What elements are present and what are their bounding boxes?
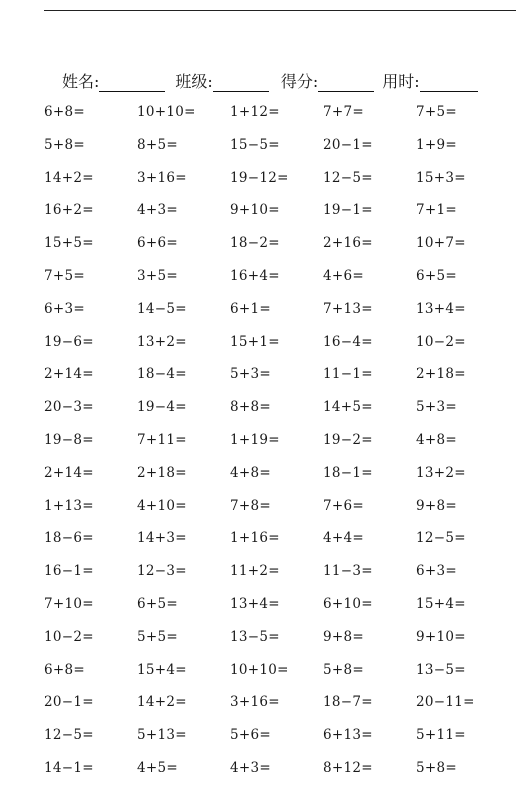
math-problem: 8+12= — [323, 759, 373, 776]
math-problem: 14−5= — [137, 300, 187, 317]
math-problem: 20−11= — [416, 694, 475, 711]
math-problem: 9+8= — [323, 628, 365, 645]
math-problem: 11−3= — [323, 563, 373, 580]
math-problem: 7+1= — [416, 202, 458, 219]
math-problem: 18−6= — [44, 530, 94, 547]
math-problem: 5+5= — [137, 628, 179, 645]
math-problem: 5+3= — [230, 366, 272, 383]
math-problem: 1+16= — [230, 530, 280, 547]
math-problem: 1+13= — [44, 497, 94, 514]
math-problem: 8+5= — [137, 136, 179, 153]
math-problem: 13+4= — [416, 300, 466, 317]
math-problem: 3+5= — [137, 267, 179, 284]
worksheet-header — [62, 66, 502, 92]
problem-grid — [44, 104, 514, 793]
math-problem: 13−5= — [416, 661, 466, 678]
math-problem: 18−1= — [323, 464, 373, 481]
math-problem: 6+6= — [137, 235, 179, 252]
time-blank[interactable] — [420, 73, 478, 92]
math-problem: 4+8= — [230, 464, 272, 481]
math-problem: 13−5= — [230, 628, 280, 645]
math-problem: 1+9= — [416, 136, 458, 153]
math-problem: 18−2= — [230, 235, 280, 252]
math-problem: 12−5= — [44, 727, 94, 744]
math-problem: 4+3= — [230, 759, 272, 776]
math-problem: 12−5= — [323, 169, 373, 186]
problem-row — [44, 727, 514, 760]
time-field — [382, 72, 477, 92]
name-blank[interactable] — [99, 73, 165, 92]
math-problem: 14−1= — [44, 759, 94, 776]
math-problem: 11−1= — [323, 366, 373, 383]
time-label: 用时: — [382, 72, 420, 91]
math-problem: 13+2= — [416, 464, 466, 481]
math-problem: 16−4= — [323, 333, 373, 350]
math-problem: 9+10= — [416, 628, 466, 645]
math-problem: 19−1= — [323, 202, 373, 219]
score-label: 得分: — [280, 72, 319, 91]
math-problem: 15−5= — [230, 136, 280, 153]
math-problem: 19−12= — [230, 169, 289, 186]
math-problem: 10+7= — [416, 235, 466, 252]
math-problem: 10+10= — [137, 104, 196, 120]
math-problem: 13+2= — [137, 333, 187, 350]
problem-row — [44, 596, 514, 629]
math-problem: 6+10= — [323, 595, 373, 612]
math-problem: 4+4= — [323, 530, 365, 547]
math-problem: 6+8= — [44, 661, 86, 678]
problem-row — [44, 498, 514, 531]
math-problem: 5+8= — [416, 759, 458, 776]
problem-row — [44, 334, 514, 367]
math-problem: 15+1= — [230, 333, 280, 350]
math-problem: 15+4= — [137, 661, 187, 678]
math-problem: 13+4= — [230, 595, 280, 612]
name-label: 姓名: — [62, 72, 100, 91]
math-problem: 2+14= — [44, 366, 94, 383]
problem-row — [44, 465, 514, 498]
math-problem: 5+6= — [230, 727, 272, 744]
math-problem: 14+3= — [137, 530, 187, 547]
math-problem: 19−6= — [44, 333, 94, 350]
math-problem: 14+5= — [323, 399, 373, 416]
math-problem: 8+8= — [230, 399, 272, 416]
problem-row — [44, 563, 514, 596]
math-problem: 7+11= — [137, 431, 187, 448]
math-problem: 4+10= — [137, 497, 187, 514]
math-problem: 12−5= — [416, 530, 466, 547]
top-rule — [44, 10, 516, 11]
class-field — [175, 72, 280, 92]
math-problem: 6+3= — [416, 563, 458, 580]
math-problem: 5+11= — [416, 727, 466, 744]
problem-row — [44, 268, 514, 301]
math-problem: 11+2= — [230, 563, 280, 580]
problem-row — [44, 530, 514, 563]
problem-row — [44, 104, 514, 137]
math-problem: 7+8= — [230, 497, 272, 514]
math-problem: 4+6= — [323, 267, 365, 284]
score-blank[interactable] — [318, 73, 374, 92]
problem-row — [44, 137, 514, 170]
problem-row — [44, 366, 514, 399]
math-problem: 19−2= — [323, 431, 373, 448]
math-problem: 14+2= — [137, 694, 187, 711]
math-problem: 6+3= — [44, 300, 86, 317]
math-problem: 7+7= — [323, 104, 365, 120]
math-problem: 20−1= — [44, 694, 94, 711]
problem-row — [44, 432, 514, 465]
math-problem: 4+3= — [137, 202, 179, 219]
math-problem: 15+4= — [416, 595, 466, 612]
math-problem: 15+5= — [44, 235, 94, 252]
math-problem: 7+5= — [44, 267, 86, 284]
score-field — [281, 72, 382, 92]
math-problem: 1+19= — [230, 431, 280, 448]
math-problem: 6+8= — [44, 104, 86, 120]
math-problem: 5+13= — [137, 727, 187, 744]
math-problem: 6+5= — [137, 595, 179, 612]
math-problem: 16−1= — [44, 563, 94, 580]
math-problem: 6+5= — [416, 267, 458, 284]
math-problem: 3+16= — [230, 694, 280, 711]
math-problem: 2+18= — [137, 464, 187, 481]
math-problem: 18−4= — [137, 366, 187, 383]
math-problem: 14+2= — [44, 169, 94, 186]
math-problem: 12−3= — [137, 563, 187, 580]
problem-row — [44, 301, 514, 334]
math-problem: 5+3= — [416, 399, 458, 416]
math-problem: 9+8= — [416, 497, 458, 514]
math-problem: 10+10= — [230, 661, 289, 678]
math-problem: 19−4= — [137, 399, 187, 416]
math-problem: 7+5= — [416, 104, 458, 120]
math-problem: 4+8= — [416, 431, 458, 448]
class-blank[interactable] — [213, 73, 269, 92]
math-problem: 5+8= — [44, 136, 86, 153]
math-problem: 6+13= — [323, 727, 373, 744]
math-problem: 7+10= — [44, 595, 94, 612]
math-problem: 10−2= — [44, 628, 94, 645]
problem-row — [44, 170, 514, 203]
math-problem: 1+12= — [230, 104, 280, 120]
name-field — [62, 72, 175, 92]
problem-row — [44, 694, 514, 727]
math-problem: 2+18= — [416, 366, 466, 383]
math-problem: 18−7= — [323, 694, 373, 711]
math-problem: 2+16= — [323, 235, 373, 252]
math-problem: 4+5= — [137, 759, 179, 776]
math-problem: 16+4= — [230, 267, 280, 284]
math-problem: 2+14= — [44, 464, 94, 481]
math-problem: 6+1= — [230, 300, 272, 317]
problem-row — [44, 760, 514, 793]
class-label: 班级: — [175, 72, 213, 91]
math-problem: 7+13= — [323, 300, 373, 317]
math-problem: 5+8= — [323, 661, 365, 678]
problem-row — [44, 202, 514, 235]
math-problem: 9+10= — [230, 202, 280, 219]
math-problem: 15+3= — [416, 169, 466, 186]
math-problem: 10−2= — [416, 333, 466, 350]
math-problem: 20−1= — [323, 136, 373, 153]
problem-row — [44, 235, 514, 268]
math-problem: 3+16= — [137, 169, 187, 186]
math-problem: 16+2= — [44, 202, 94, 219]
problem-row — [44, 662, 514, 695]
problem-row — [44, 399, 514, 432]
math-problem: 19−8= — [44, 431, 94, 448]
problem-row — [44, 629, 514, 662]
math-problem: 7+6= — [323, 497, 365, 514]
math-problem: 20−3= — [44, 399, 94, 416]
